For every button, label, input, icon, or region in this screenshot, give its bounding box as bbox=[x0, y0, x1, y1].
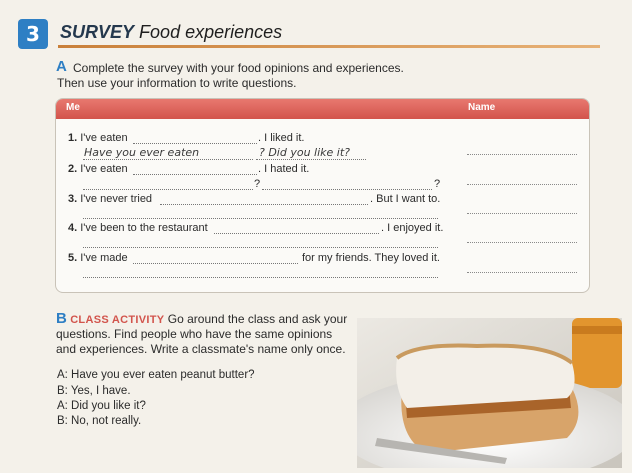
name-blank[interactable] bbox=[467, 213, 577, 214]
question-blank[interactable] bbox=[83, 218, 438, 219]
sandwich-illustration bbox=[357, 318, 622, 468]
name-blank[interactable] bbox=[467, 154, 577, 155]
question-mark: ? bbox=[434, 178, 441, 190]
survey-item-4 bbox=[68, 222, 208, 234]
survey-item-1 bbox=[68, 132, 128, 144]
answer-blank[interactable] bbox=[133, 263, 298, 264]
example-question-tail: ? Did you like it? bbox=[259, 146, 351, 159]
item-follow: . I hated it. bbox=[258, 163, 310, 175]
answer-blank[interactable] bbox=[160, 204, 368, 205]
exercise-title bbox=[60, 22, 282, 43]
section-a-instruction-1: Complete the survey with your food opinions and experiences. bbox=[73, 61, 404, 75]
section-b-text-1: Go around the class and ask your bbox=[167, 312, 348, 326]
survey-item-5 bbox=[68, 252, 128, 264]
item-number: 5. bbox=[68, 252, 78, 264]
section-a-instruction-2: Then use your information to write questions. bbox=[57, 76, 297, 90]
answer-blank[interactable] bbox=[133, 143, 257, 144]
class-activity-keyword: CLASS ACTIVITY bbox=[70, 314, 165, 326]
exercise-number-badge: 3 bbox=[18, 19, 48, 49]
column-name-label: Name bbox=[468, 102, 496, 113]
item-prompt: I've never tried bbox=[80, 193, 153, 205]
question-blank[interactable] bbox=[83, 247, 438, 248]
name-blank[interactable] bbox=[467, 242, 577, 243]
section-b-instruction-3: and experiences. Write a classmate's name only once. bbox=[56, 342, 346, 356]
item-number: 4. bbox=[68, 222, 78, 234]
example-question: Have you ever eaten bbox=[84, 146, 200, 159]
item-prompt: I've been to the restaurant bbox=[80, 222, 208, 234]
item-follow: . I enjoyed it. bbox=[381, 222, 444, 234]
title-rest: Food experiences bbox=[139, 22, 283, 42]
question-blank[interactable] bbox=[83, 277, 438, 278]
conversation-line-1: A: Have you ever eaten peanut butter? bbox=[57, 369, 255, 381]
question-blank[interactable] bbox=[256, 159, 366, 160]
title-keyword: SURVEY bbox=[60, 22, 135, 42]
section-b-instruction-2: questions. Find people who have the same opinions bbox=[56, 327, 333, 341]
question-mark: ? bbox=[254, 178, 261, 190]
section-a-letter: A bbox=[56, 58, 67, 75]
item-number: 2. bbox=[68, 163, 78, 175]
conversation-line-4: B: No, not really. bbox=[57, 415, 142, 427]
answer-blank[interactable] bbox=[214, 233, 379, 234]
item-follow: . I liked it. bbox=[258, 132, 305, 144]
item-follow: for my friends. They loved it. bbox=[302, 252, 440, 264]
conversation-line-2: B: Yes, I have. bbox=[57, 385, 131, 397]
column-me-label: Me bbox=[66, 102, 80, 113]
name-blank[interactable] bbox=[467, 184, 577, 185]
item-prompt: I've made bbox=[80, 252, 128, 264]
question-blank[interactable] bbox=[83, 159, 253, 160]
section-b-letter: B bbox=[56, 310, 67, 327]
item-prompt: I've eaten bbox=[80, 163, 128, 175]
section-b-instruction-1 bbox=[56, 311, 347, 328]
item-follow: . But I want to. bbox=[370, 193, 441, 205]
conversation-line-3: A: Did you like it? bbox=[57, 400, 146, 412]
title-divider bbox=[58, 45, 600, 48]
question-blank[interactable] bbox=[83, 189, 253, 190]
sandwich-photo bbox=[357, 318, 622, 468]
survey-item-3 bbox=[68, 193, 152, 205]
question-blank[interactable] bbox=[262, 189, 432, 190]
item-number: 1. bbox=[68, 132, 78, 144]
answer-blank[interactable] bbox=[133, 174, 257, 175]
item-prompt: I've eaten bbox=[80, 132, 128, 144]
survey-table bbox=[55, 98, 590, 293]
survey-item-2 bbox=[68, 163, 128, 175]
survey-header-bar bbox=[56, 99, 589, 119]
name-blank[interactable] bbox=[467, 272, 577, 273]
item-number: 3. bbox=[68, 193, 78, 205]
